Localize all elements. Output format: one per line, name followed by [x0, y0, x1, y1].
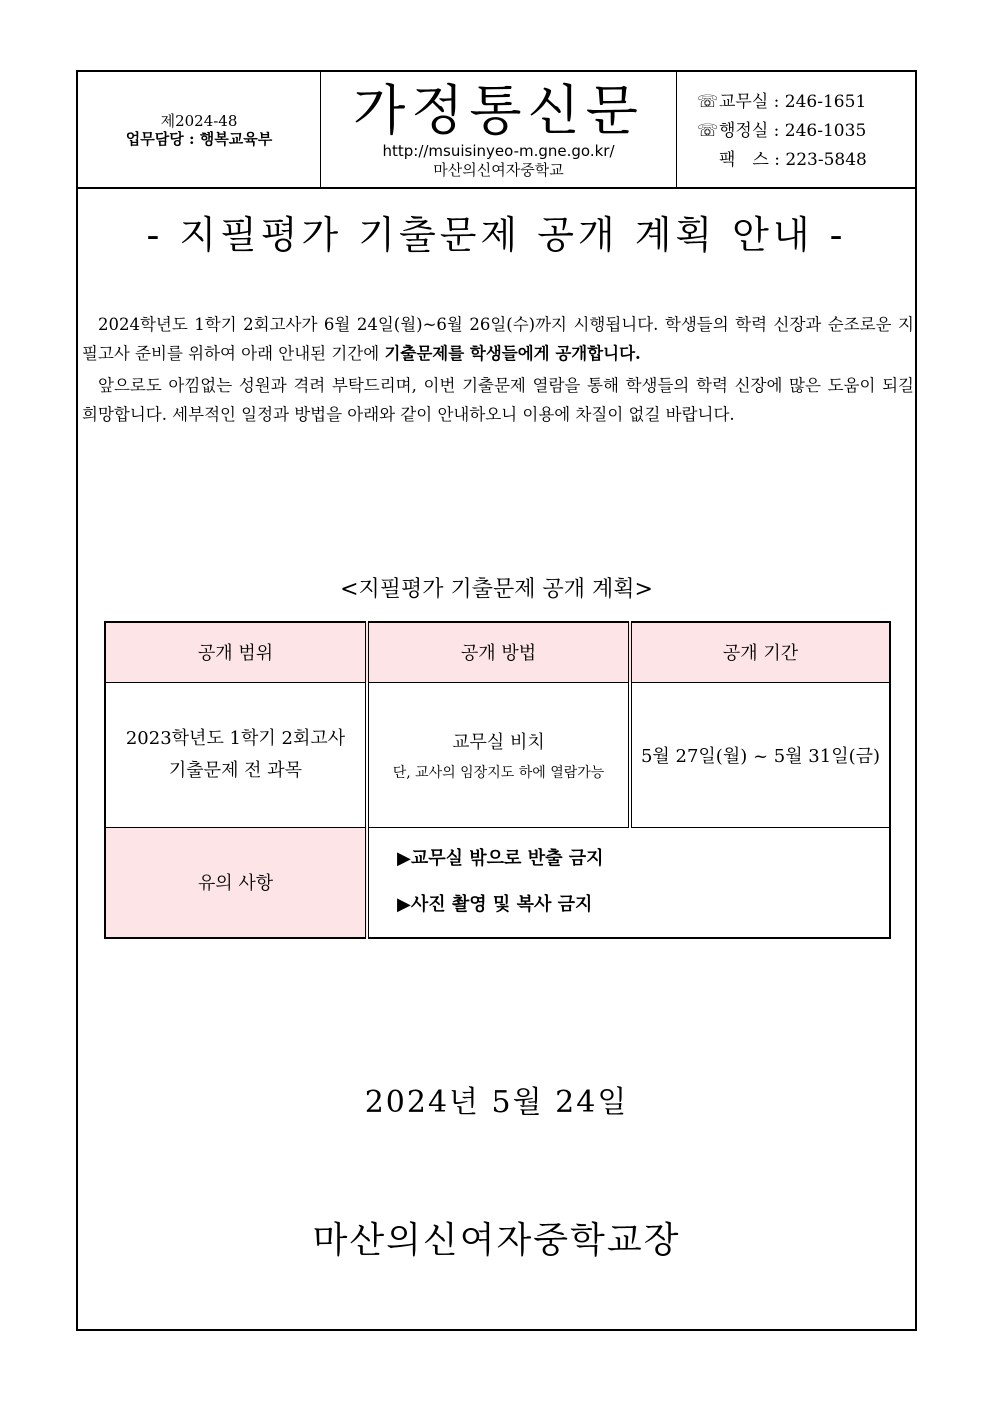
table-header-row [105, 622, 890, 682]
header-scope: 공개 범위 [105, 622, 367, 682]
contact-admin [697, 117, 915, 146]
letterhead [78, 72, 915, 189]
phone-icon: ☏ [697, 92, 719, 112]
department: 업무담당 : 행복교육부 [125, 129, 273, 148]
notes-row [105, 827, 890, 938]
paragraph-text: 2024학년도 1학기 2회고사가 6월 24일(월)~6월 26일(수)까지 시행됩니다. 학생들의 학력 신장과 순조로운 지필고사 준비를 위하여 아래 안내된 기간에 [82, 315, 914, 363]
newsletter-title: 가정통신문 [353, 78, 644, 142]
letterhead-title [321, 72, 677, 187]
table-row [105, 682, 890, 827]
scope-line: 기출문제 전 과목 [168, 759, 303, 781]
notes-label: 유의 사항 [105, 827, 367, 938]
contacts [677, 72, 915, 187]
contact-office [697, 88, 915, 117]
header-period: 공개 기간 [630, 622, 890, 682]
newsletter-frame [76, 70, 917, 1331]
phone-icon: ☏ [697, 121, 719, 141]
method-cell [367, 682, 630, 827]
method-note: 단, 교사의 임장지도 하에 열람가능 [392, 764, 605, 781]
fax-spacer [697, 146, 719, 175]
signature: 마산의신여자중학교장 [312, 1220, 681, 1261]
doc-number: 제2024-48 [160, 111, 238, 130]
contact-label: 행정실 : 246-1035 [719, 121, 867, 141]
scope-cell [105, 682, 367, 827]
plan-table [104, 621, 891, 939]
note-item: ▶교무실 밖으로 반출 금지 [397, 848, 604, 870]
notice-title: - 지필평가 기출문제 공개 계획 안내 - [146, 213, 847, 257]
issue-date: 2024년 5월 24일 [364, 1085, 629, 1120]
method-text: 교무실 비치 [452, 731, 545, 753]
notes-cell [367, 827, 890, 938]
period-cell: 5월 27일(월) ~ 5월 31일(금) [630, 682, 890, 827]
contact-label: 팩 스 : 223-5848 [719, 150, 867, 170]
note-item: ▶사진 촬영 및 복사 금지 [397, 894, 593, 916]
scope-line: 2023학년도 1학기 2회고사 [125, 727, 346, 749]
paragraph-1 [82, 310, 914, 368]
paragraph-emphasis: 기출문제를 학생들에게 공개합니다. [384, 344, 641, 363]
school-url[interactable]: http://msuisinyeo-m.gne.go.kr/ [382, 141, 615, 160]
table-caption: <지필평가 기출문제 공개 계획> [340, 577, 653, 602]
paragraph-2: 앞으로도 아낌없는 성원과 격려 부탁드리며, 이번 기출문제 열람을 통해 학생들의 학력 신장에 많은 도움이 되길 희망합니다. 세부적인 일정과 방법을 아래와 같이 안내하오니 이용에 차질이 없길 바랍니다. [82, 376, 914, 424]
doc-info [78, 72, 321, 187]
header-method: 공개 방법 [367, 622, 630, 682]
school-name: 마산의신여자중학교 [433, 160, 564, 179]
contact-label: 교무실 : 246-1651 [719, 92, 867, 112]
notice-body [82, 310, 914, 432]
contact-fax [697, 146, 915, 175]
